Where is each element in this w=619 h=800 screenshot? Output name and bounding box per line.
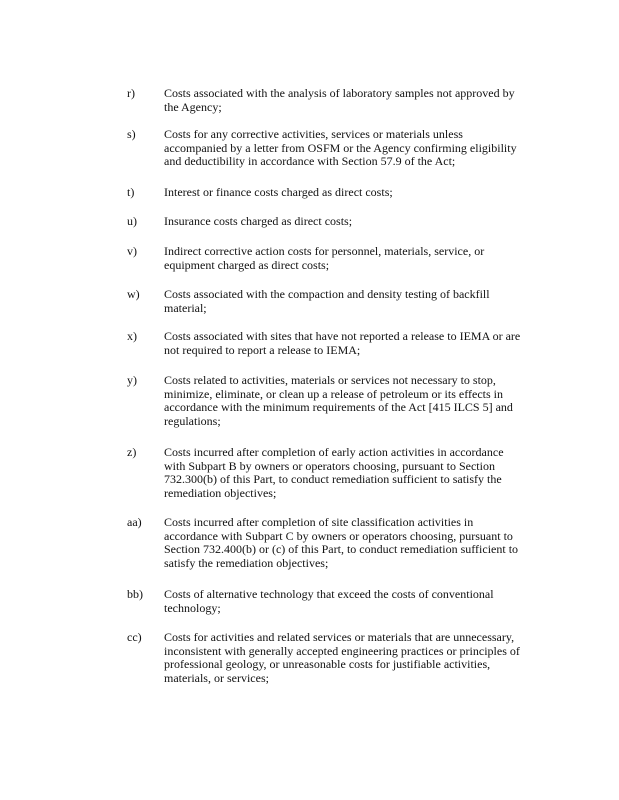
- item-text: Indirect corrective action costs for personnel, materials, service, or equipment charged as direct costs;: [164, 244, 485, 272]
- item-letter: t): [127, 185, 135, 199]
- item-text: Costs of alternative technology that exceed the costs of conventional technology;: [164, 587, 494, 615]
- item-letter: z): [127, 445, 137, 459]
- item-letter: bb): [127, 587, 143, 601]
- item-text: Costs associated with the compaction and density testing of backfill material;: [164, 287, 490, 315]
- item-text: Costs for activities and related services or materials that are unnecessary, inconsistent with generally accepted engineering practices or principles of professional geology, or unreasonable costs for justifiable activities, materials, or services;: [164, 630, 520, 685]
- item-letter: y): [127, 373, 137, 387]
- item-text: Costs associated with the analysis of laboratory samples not approved by the Agency;: [164, 86, 515, 114]
- item-text: Interest or finance costs charged as direct costs;: [164, 185, 393, 199]
- item-letter: u): [127, 214, 137, 228]
- item-letter: x): [127, 329, 137, 343]
- item-letter: v): [127, 244, 137, 258]
- item-text: Costs related to activities, materials or services not necessary to stop, minimize, eliminate, or clean up a release of petroleum or its effects in accordance with the minimum requirements of the Act [415 ILCS 5] and regulations;: [164, 373, 513, 428]
- item-letter: cc): [127, 630, 142, 644]
- item-letter: aa): [127, 515, 142, 529]
- item-text: Costs for any corrective activities, services or materials unless accompanied by a letter from OSFM or the Agency confirming eligibility and deductibility in accordance with Section 57.9 of the Act;: [164, 127, 517, 169]
- item-letter: s): [127, 127, 136, 141]
- item-text: Costs incurred after completion of site classification activities in accordance with Subpart C by owners or operators choosing, pursuant to Section 732.400(b) or (c) of this Part, to conduct remediation sufficient to satisfy the remediation objectives;: [164, 515, 519, 570]
- item-text: Insurance costs charged as direct costs;: [164, 214, 353, 228]
- item-text: Costs associated with sites that have not reported a release to IEMA or are not required to report a release to IEMA;: [164, 329, 521, 357]
- item-letter: r): [127, 86, 135, 100]
- item-text: Costs incurred after completion of early action activities in accordance with Subpart B by owners or operators choosing, pursuant to Section 732.300(b) of this Part, to conduct remediation sufficient to satisfy the remediation objectives;: [164, 445, 504, 500]
- item-letter: w): [127, 287, 140, 301]
